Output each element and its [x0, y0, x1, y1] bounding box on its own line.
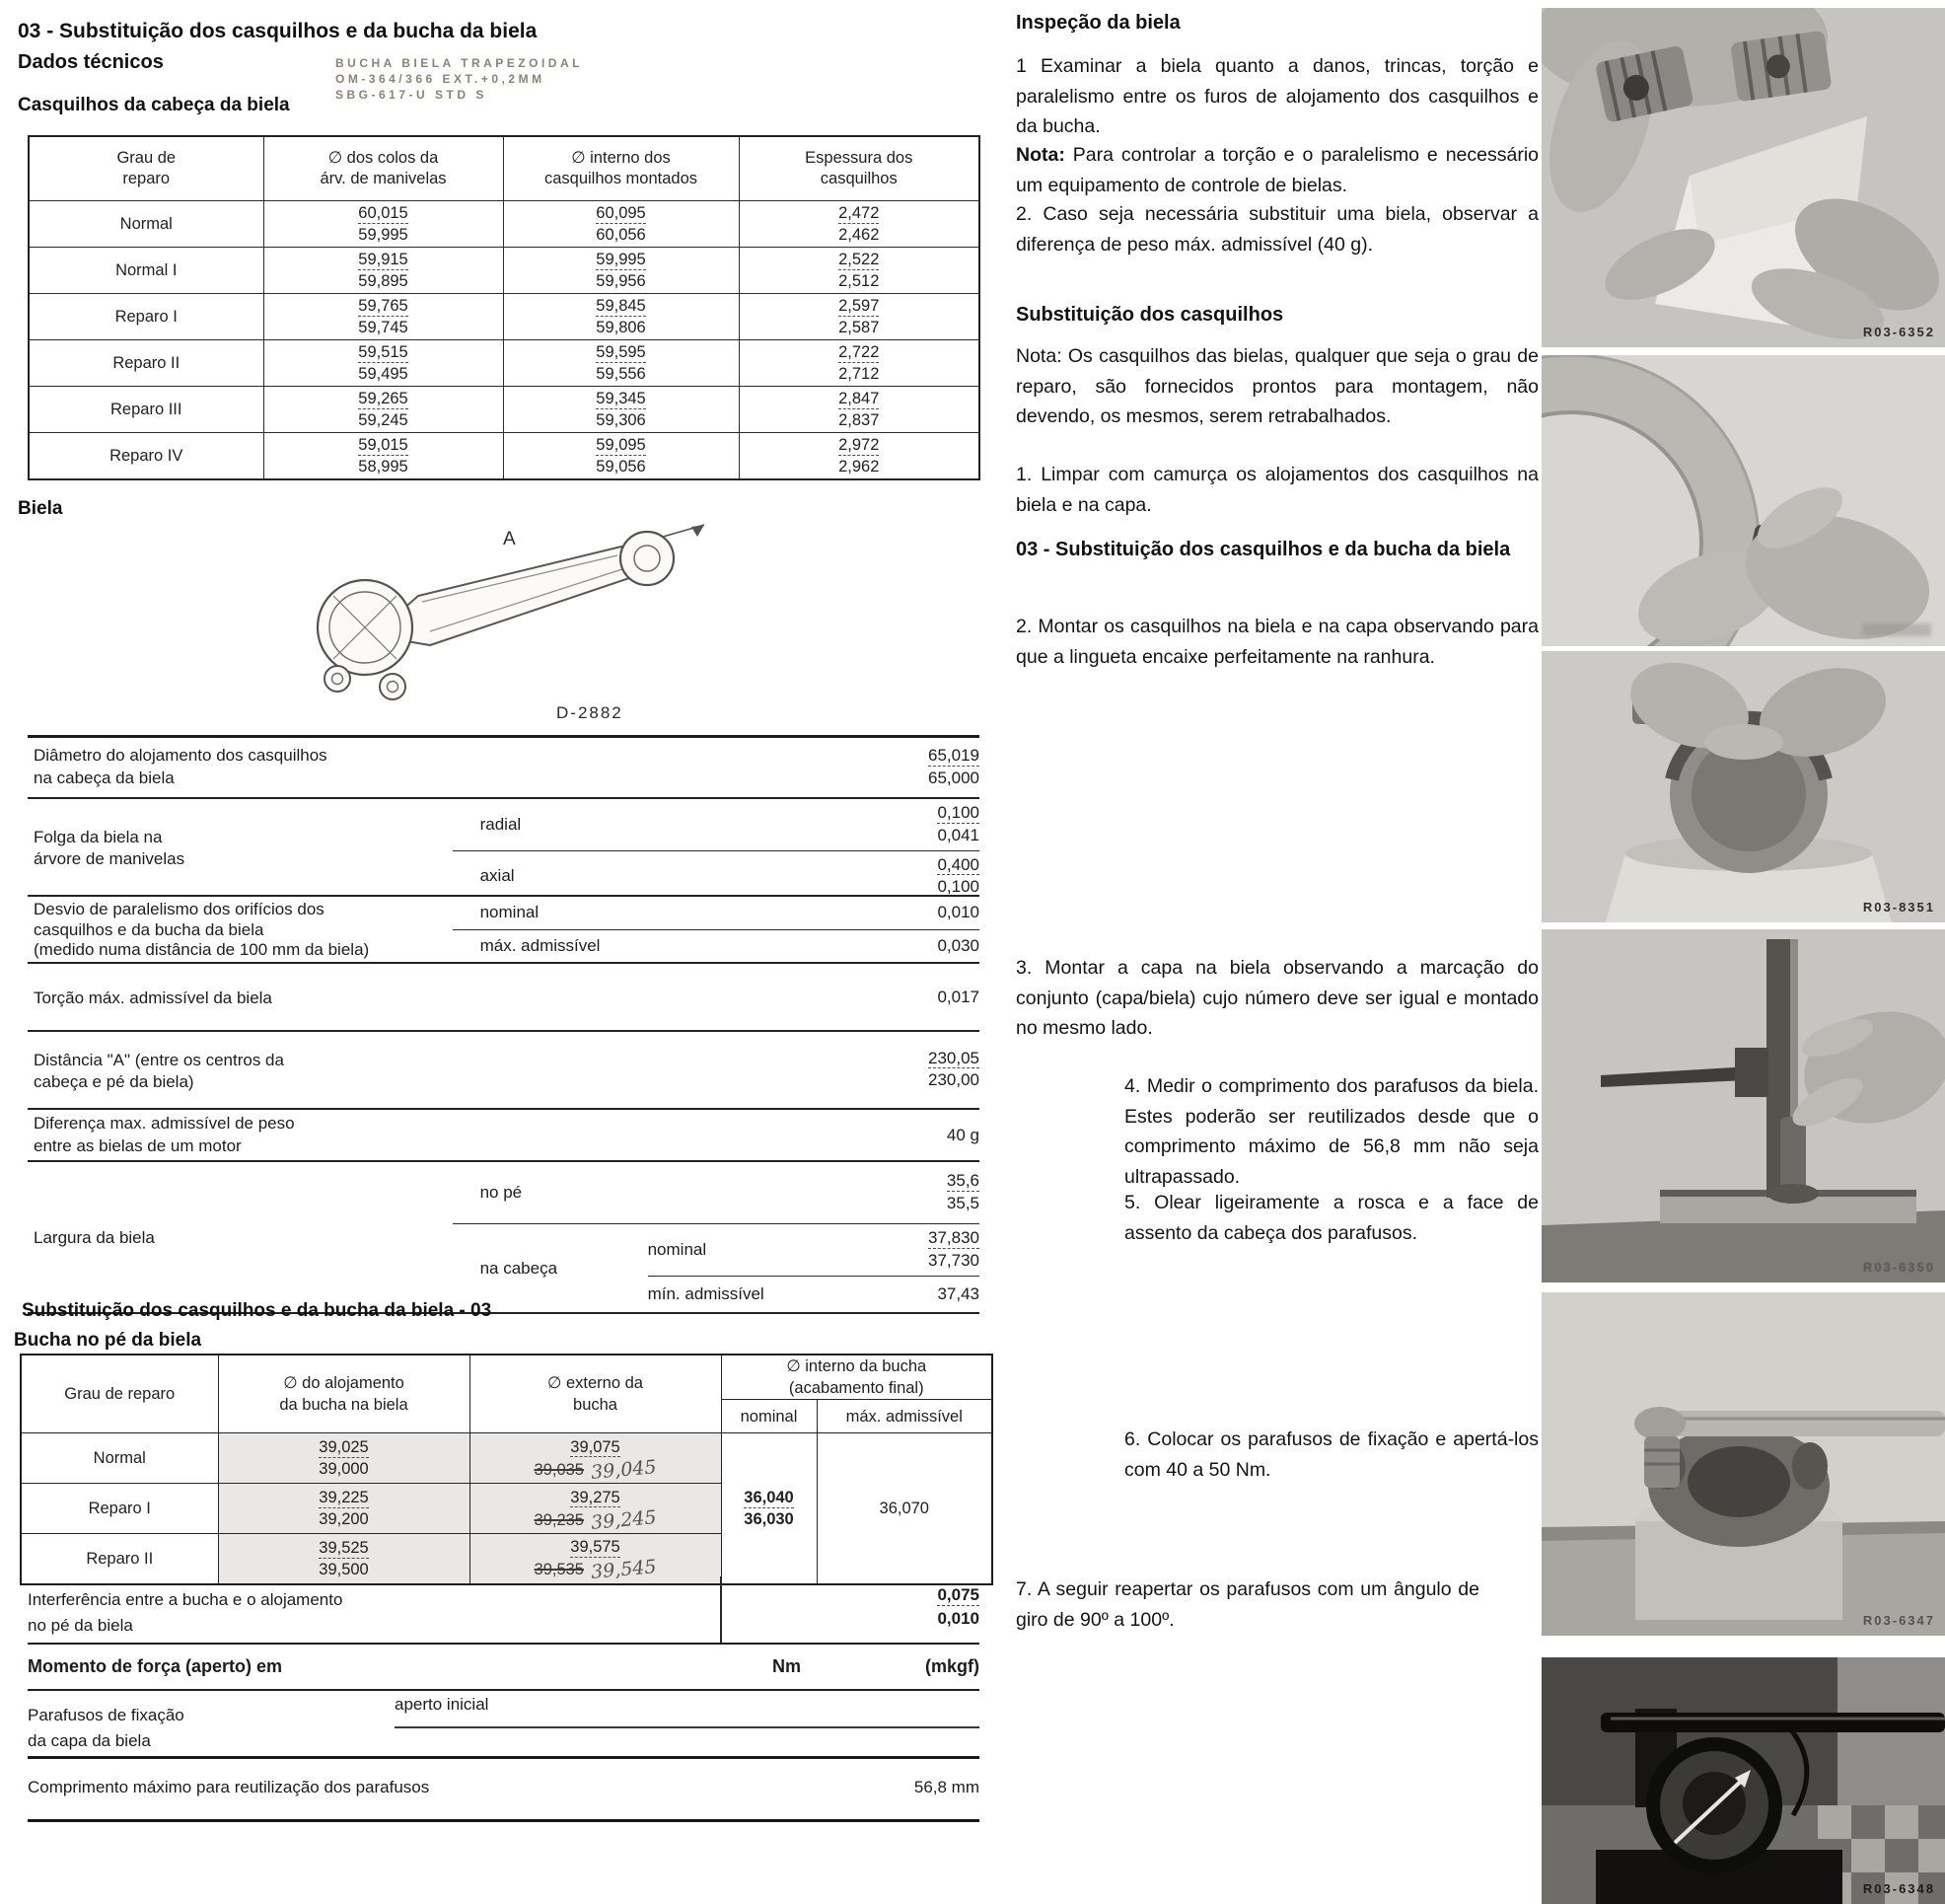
externo-cell: 39,075 39,035 39,045: [469, 1433, 721, 1484]
table-header-row: [29, 136, 979, 201]
spec-row-diametro: [28, 738, 979, 799]
photo-label: R03-6347: [1862, 1613, 1935, 1628]
table-row: [21, 1433, 992, 1484]
spec-subsubrow-min: mín. admissível 37,43: [648, 1276, 979, 1312]
col-header-interno: ∅ interno dos casquilhos montados: [503, 136, 739, 201]
spec-value: 0,017: [937, 987, 979, 1006]
spec-subrow-nope: no pé 35,6 35,5: [479, 1171, 979, 1212]
photo-label: R03-6350: [1862, 1260, 1935, 1275]
photo-1-illustration: [1542, 8, 1945, 347]
stamp-line-1: BUCHA BIELA TRAPEZOIDAL: [335, 56, 583, 70]
section2-heading: Substituição dos casquilhos e da bucha da biela - 03: [22, 1300, 492, 1321]
col-header-alojamento: ∅ do alojamento da bucha na biela: [218, 1355, 469, 1433]
colos-cell: 59,015 58,995: [263, 433, 503, 480]
interferencia-row: [28, 1583, 979, 1645]
col-header-max: máx. admissível: [817, 1400, 992, 1433]
spec-row-desvio: [28, 897, 979, 964]
paragraph-5: 2. Montar os casquilhos na biela e na capa observando para que a lingueta encaixe perfeitamente na ranhura.: [1016, 616, 1539, 668]
grade-cell: Normal: [29, 201, 263, 248]
espessura-cell: 2,522 2,512: [739, 248, 979, 294]
photo-label: R03-6352: [1862, 325, 1935, 339]
spec-row-folga: [28, 799, 979, 897]
col-header-colos: ∅ dos colos da árv. de manivelas: [263, 136, 503, 201]
spec-label: Diâmetro do alojamento dos casquilhos na cabeça da biela: [34, 746, 327, 787]
photo-bearing-caps: [1542, 8, 1945, 347]
momento-label: Momento de força (aperto) em: [28, 1656, 283, 1676]
handwritten-correction: 39,245: [590, 1505, 658, 1534]
colos-cell: 60,015 59,995: [263, 201, 503, 248]
stamp-line-2: OM-364/366 EXT.+0,2MM: [335, 72, 545, 86]
right-heading-inspecao: Inspeção da biela: [1016, 12, 1181, 34]
biela-spec-list: [28, 735, 979, 1314]
unit-mkgf: (mkgf): [925, 1656, 979, 1676]
espessura-cell: 2,972 2,962: [739, 433, 979, 480]
spec-subrow-cabeca: na cabeça nominal 37,830 37,730 mín. admissível 37,43: [453, 1223, 979, 1312]
grade-cell: Normal I: [29, 248, 263, 294]
alojamento-cell: 39,025 39,000: [218, 1433, 469, 1484]
aperto-inicial-label: aperto inicial: [395, 1695, 489, 1714]
paragraph-4: 1. Limpar com camurça os alojamentos dos casquilhos na biela e na capa.: [1016, 464, 1539, 516]
paragraph-6: 3. Montar a capa na biela observando a marcação do conjunto (capa/biela) cujo número deve ser igual e montado no mesmo lado.: [1016, 957, 1539, 1039]
spec-label: Interferência entre a bucha e o alojamento no pé da biela: [28, 1590, 343, 1635]
parafusos-row: [28, 1689, 979, 1759]
photo-angle-tightening: [1542, 1657, 1945, 1904]
interno-cell: 60,095 60,056: [503, 201, 739, 248]
photo-label-illegible: [1862, 623, 1931, 636]
casquilhos-table: [28, 135, 980, 480]
colos-cell: 59,515 59,495: [263, 340, 503, 387]
photo-2-illustration: [1542, 355, 1945, 646]
interno-cell: 59,345 59,306: [503, 387, 739, 433]
spec-value: 65,019 65,000: [928, 746, 979, 787]
right-heading-03: 03 - Substituição dos casquilhos e da bucha da biela: [1016, 539, 1511, 560]
bucha-table: [20, 1354, 993, 1585]
spec-subrow-axial: axial 0,400 0,100: [453, 850, 979, 903]
espessura-cell: 2,847 2,837: [739, 387, 979, 433]
spec-value: 56,8 mm: [913, 1778, 979, 1796]
photo-3-illustration: [1542, 651, 1945, 922]
interno-cell: 59,845 59,806: [503, 294, 739, 340]
biela-heading: Biela: [18, 498, 63, 519]
spec-label: Distância "A" (entre os centros da cabeça e pé da biela): [34, 1050, 284, 1091]
colos-cell: 59,765 59,745: [263, 294, 503, 340]
paragraph-nota: Nota: Para controlar a torção e o paralelismo e necessário um equipamento de controle de bielas.: [1016, 144, 1539, 196]
nominal-cell: 36,040 36,030: [721, 1433, 817, 1584]
paragraph-2: 2. Caso seja necessária substituir uma biela, observar a diferença de peso máx. admissível (40 g).: [1016, 203, 1539, 256]
photo-height-gauge: [1542, 929, 1945, 1282]
externo-cell: 39,575 39,535 39,545: [469, 1534, 721, 1584]
spec-value: 0,075 0,010: [937, 1585, 979, 1628]
handwritten-correction: 39,545: [590, 1556, 658, 1584]
externo-cell: 39,275 39,235 39,245: [469, 1484, 721, 1534]
espessura-cell: 2,472 2,462: [739, 201, 979, 248]
max-cell: 36,070: [817, 1433, 992, 1584]
grade-cell: Reparo I: [21, 1484, 218, 1534]
handwritten-correction: 39,045: [590, 1455, 658, 1484]
spec-subsubrow-nominal: nominal 37,830 37,730: [647, 1228, 979, 1270]
photo-label: R03-6348: [1862, 1881, 1935, 1896]
paragraph-9: 6. Colocar os parafusos de fixação e apertá-los com 40 a 50 Nm.: [1124, 1428, 1539, 1481]
spec-row-distancia: [28, 1032, 979, 1110]
colos-cell: 59,915 59,895: [263, 248, 503, 294]
spec-label: Desvio de paralelismo dos orifícios dos casquilhos e da bucha da biela (medido numa distância de 100 mm da biela): [34, 900, 370, 959]
col-header-nominal: nominal: [721, 1400, 817, 1433]
col-header-grau: Grau de reparo: [29, 136, 263, 201]
col-header-espessura: Espessura dos casquilhos: [739, 136, 979, 201]
spec-row-largura: [28, 1162, 979, 1314]
photo-fit-shell-fixture: [1542, 651, 1945, 922]
table-row: [29, 387, 979, 433]
unit-nm: Nm: [772, 1656, 802, 1676]
grade-cell: Normal: [21, 1433, 218, 1484]
spec-row-torcao: [28, 964, 979, 1032]
photo-label: R03-8351: [1862, 900, 1935, 915]
table-row: [29, 201, 979, 248]
spec-label: Comprimento máximo para reutilização dos parafusos: [28, 1778, 430, 1796]
section-dados-tecnicos: Dados técnicos: [18, 51, 164, 73]
espessura-cell: 2,597 2,587: [739, 294, 979, 340]
table-row: [29, 433, 979, 480]
connecting-rod-drawing: [254, 501, 767, 726]
spec-label: Torção máx. admissível da biela: [34, 988, 272, 1007]
photo-4-illustration: [1542, 929, 1945, 1282]
grade-cell: Reparo II: [21, 1534, 218, 1584]
interno-cell: 59,595 59,556: [503, 340, 739, 387]
paragraph-10: 7. A seguir reapertar os parafusos com um ângulo de giro de 90º a 100º.: [1016, 1578, 1479, 1631]
interno-cell: 59,995 59,956: [503, 248, 739, 294]
stamp-line-3: SBG-617-U STD S: [335, 88, 487, 102]
alojamento-cell: 39,225 39,200: [218, 1484, 469, 1534]
interno-cell: 59,095 59,056: [503, 433, 739, 480]
photo-wrench-rod: [1542, 1292, 1945, 1636]
espessura-cell: 2,722 2,712: [739, 340, 979, 387]
grade-cell: Reparo III: [29, 387, 263, 433]
aperto-rule: [395, 1726, 979, 1728]
paragraph-3: Nota: Os casquilhos das bielas, qualquer que seja o grau de reparo, são fornecidos prontos para montagem, não devendo, os mesmos, serem retrabalhados.: [1016, 345, 1539, 427]
spec-label: Folga da biela na árvore de manivelas: [34, 827, 185, 868]
page-title: 03 - Substituição dos casquilhos e da bucha da biela: [18, 20, 538, 42]
spec-row-diferenca: [28, 1110, 979, 1162]
drawing-caption: D-2882: [556, 703, 623, 722]
spec-label: Diferença max. admissível de peso entre as bielas de um motor: [34, 1114, 295, 1155]
spec-subrow-nominal: nominal 0,010: [479, 903, 979, 922]
paragraph-8: 5. Olear ligeiramente a rosca e a face de assento da cabeça dos parafusos.: [1124, 1192, 1539, 1244]
grade-cell: Reparo I: [29, 294, 263, 340]
grade-cell: Reparo IV: [29, 433, 263, 480]
table2-heading: Bucha no pé da biela: [14, 1330, 202, 1351]
spec-subrow-max: máx. admissível 0,030: [453, 929, 979, 963]
nota-label: Nota:: [1016, 144, 1065, 166]
grade-cell: Reparo II: [29, 340, 263, 387]
photo-6-illustration: [1542, 1657, 1945, 1904]
right-heading-substituicao: Substituição dos casquilhos: [1016, 304, 1284, 326]
spec-label: Largura da biela: [34, 1228, 155, 1248]
spec-label: Parafusos de fixação da capa da biela: [28, 1706, 184, 1750]
spec-value: 230,05 230,00: [928, 1048, 979, 1090]
colos-cell: 59,265 59,245: [263, 387, 503, 433]
table-header-row: [21, 1355, 992, 1400]
table-row: [29, 340, 979, 387]
stamp-text: [335, 55, 583, 103]
photo-insert-shell: [1542, 355, 1945, 646]
photo-5-illustration: [1542, 1292, 1945, 1636]
col-header-externo: ∅ externo da bucha: [469, 1355, 721, 1433]
spec-subrow-radial: radial 0,100 0,041: [479, 803, 979, 844]
paragraph-7: 4. Medir o comprimento dos parafusos da biela. Estes poderão ser reutilizados desde que o comprimento máximo de 56,8 mm não seja ultrapassado.: [1124, 1075, 1539, 1188]
table1-heading: Casquilhos da cabeça da biela: [18, 95, 290, 115]
momento-row: [28, 1643, 979, 1691]
spec-value: 40 g: [946, 1125, 979, 1144]
alojamento-cell: 39,525 39,500: [218, 1534, 469, 1584]
comprimento-row: [28, 1756, 979, 1822]
table-row: [29, 248, 979, 294]
col-header-grau: Grau de reparo: [21, 1355, 218, 1433]
table-row: [29, 294, 979, 340]
col-header-interno: ∅ interno da bucha (acabamento final): [721, 1355, 992, 1400]
svg-text:A: A: [503, 529, 516, 549]
paragraph-1: 1 Examinar a biela quanto a danos, trincas, torção e paralelismo entre os furos de alojamento dos casquilhos e da bucha.: [1016, 55, 1539, 137]
